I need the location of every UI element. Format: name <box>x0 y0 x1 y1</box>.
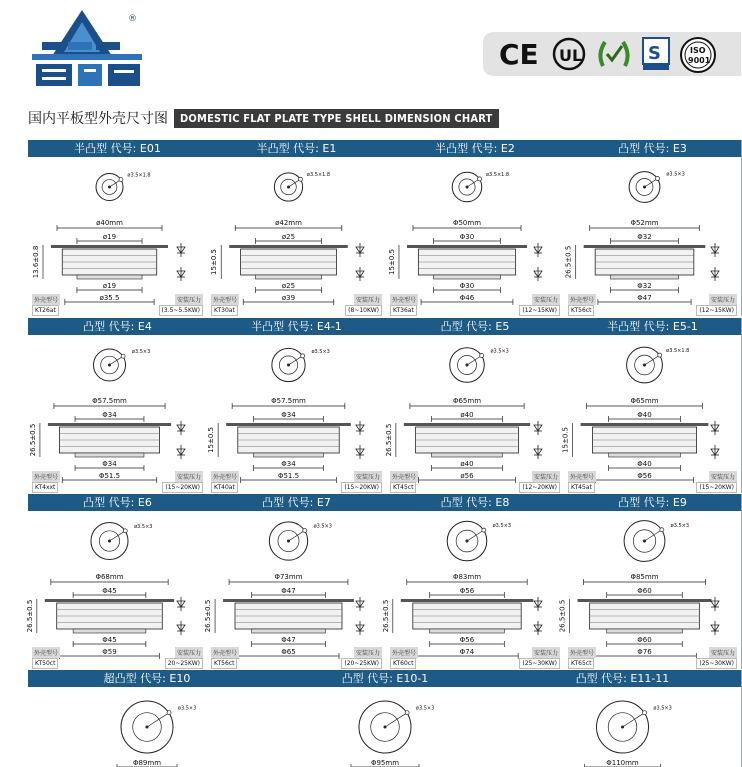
bottom-diameter-label: Φ30 <box>459 282 475 290</box>
base-diameter-label: Φ56 <box>637 472 652 480</box>
center-point <box>643 540 646 543</box>
height-label: 26.5±0.5 <box>381 599 390 633</box>
power-value: (12~15KW) <box>519 305 560 316</box>
outer-diameter-label: ø42mm <box>275 219 302 227</box>
gate-hole-label: ø3.5×1.8 <box>485 171 510 178</box>
model-label: 外壳型号 <box>568 294 596 305</box>
base-diameter-label: Φ51.5 <box>277 472 300 480</box>
cell-header: 凸型 代号: E5 <box>386 318 564 335</box>
shell-cell <box>564 140 742 316</box>
gate-hole <box>478 177 482 181</box>
power-label: 安装压力 <box>354 471 382 482</box>
shell-cell <box>207 140 387 316</box>
gate-hole-label: ø3.5×3 <box>490 348 509 355</box>
height-label: 15±0.5 <box>387 249 396 275</box>
cell-header: 凸型 代号: E11-11 <box>504 670 741 687</box>
flange <box>407 245 527 248</box>
base-diameter-label: Φ46 <box>459 294 475 302</box>
power-value: (15~20KW) <box>341 482 382 493</box>
cell-header: 凸型 代号: E8 <box>386 494 564 511</box>
center-point <box>108 364 111 367</box>
gate-hole <box>643 711 647 715</box>
power-value: (20~25KW) <box>341 658 382 669</box>
center-point <box>621 726 624 729</box>
height-label: 13.6±0.8 <box>32 245 40 279</box>
gate-hole <box>303 528 307 532</box>
height-label: 15±0.5 <box>207 427 216 453</box>
flange <box>584 245 706 248</box>
cell-header: 凸型 代号: E7 <box>207 494 386 511</box>
outer-diameter-label: Φ89mm <box>132 759 162 767</box>
bottom-pole <box>73 629 146 633</box>
bottom-diameter-label: ø19 <box>102 282 117 290</box>
power-label: 安装压力 <box>709 647 737 658</box>
model-value: KT4xxt <box>32 482 58 493</box>
model-value: KT60ct <box>390 658 416 669</box>
gate-hole <box>405 711 409 715</box>
gate-hole <box>299 177 303 181</box>
shell-drawing <box>386 157 564 316</box>
shell-drawing <box>266 687 504 767</box>
gate-hole-label: ø3.5×1.8 <box>306 172 331 179</box>
top-diameter-label: Φ32 <box>637 233 652 241</box>
flange <box>401 599 533 602</box>
gate-hole-label: ø3.5×3 <box>134 523 153 530</box>
model-value: KT56ct <box>211 658 237 669</box>
center-point <box>146 726 149 729</box>
power-value: (8~10KW) <box>345 305 382 316</box>
shell-drawing <box>28 157 207 316</box>
gate-hole-label: ø3.5×3 <box>177 705 197 712</box>
power-label: 安装压力 <box>354 647 382 658</box>
gate-hole <box>658 353 662 357</box>
shell-drawing <box>504 687 741 767</box>
gate-hole-label: ø3.5×3 <box>313 523 332 530</box>
power-label: 安装压力 <box>354 294 382 305</box>
cqc-mark-icon <box>641 36 671 72</box>
gate-hole-label: ø3.5×3 <box>670 522 690 529</box>
gate-hole <box>119 178 123 182</box>
base-diameter-label: Φ51.5 <box>98 472 121 480</box>
shell-drawing <box>207 335 386 493</box>
gate-hole <box>480 353 484 357</box>
flange <box>404 423 530 426</box>
power-value: (12~20KW) <box>519 482 560 493</box>
outer-diameter-label: Φ83mm <box>452 573 482 581</box>
top-diameter-label: Φ56 <box>459 587 475 595</box>
svg-text:ISO: ISO <box>690 46 706 55</box>
bottom-pole <box>77 275 142 279</box>
power-label: 安装压力 <box>175 471 203 482</box>
base-diameter-label: Φ59 <box>102 648 117 656</box>
outer-diameter-label: Φ85mm <box>630 573 659 581</box>
top-diameter-label: Φ47 <box>281 587 296 595</box>
power-label: 安装压力 <box>709 294 737 305</box>
shell-drawing <box>204 511 386 669</box>
model-value: KT26at <box>32 305 59 316</box>
flange <box>51 245 168 248</box>
top-diameter-label: Φ45 <box>102 587 117 595</box>
center-point <box>643 186 646 189</box>
top-diameter-label: ø25 <box>281 233 296 241</box>
bottom-pole <box>609 453 681 457</box>
power-label: 安装压力 <box>175 294 203 305</box>
model-label: 外壳型号 <box>211 471 239 482</box>
height-label: 15±0.5 <box>561 427 570 453</box>
shell-cell <box>386 140 565 316</box>
power-value: (15~20KW) <box>696 482 737 493</box>
shell-cell <box>558 494 742 669</box>
top-diameter-label: ø19 <box>102 233 117 241</box>
outer-diameter-label: Φ95mm <box>370 759 400 767</box>
outer-diameter-label: Φ73mm <box>274 573 303 581</box>
cell-header: 半凸型 代号: E5-1 <box>564 318 741 335</box>
shell-drawing <box>28 687 266 767</box>
center-point <box>287 364 290 367</box>
gate-hole-label: ø3.5×3 <box>653 705 672 712</box>
bottom-diameter-label: Φ45 <box>102 636 117 644</box>
bottom-diameter-label: Φ34 <box>281 460 296 468</box>
power-value: (25~30KW) <box>519 658 560 669</box>
shell-drawing <box>25 511 207 669</box>
model-value: KT50ct <box>32 658 58 669</box>
bottom-pole <box>252 629 326 633</box>
center-point <box>287 540 290 543</box>
model-value: KT45at <box>568 482 595 493</box>
top-diameter-label: ø40 <box>460 411 474 419</box>
model-label: 外壳型号 <box>32 471 60 482</box>
shell-cell <box>28 318 208 493</box>
power-label: 安装压力 <box>532 647 560 658</box>
model-label: 外壳型号 <box>568 647 596 658</box>
cell-header: 凸型 代号: E6 <box>28 494 207 511</box>
power-label: 安装压力 <box>709 471 737 482</box>
shell-cell <box>204 494 387 669</box>
ccc-wreath-icon <box>595 36 633 72</box>
shell-drawing <box>28 335 207 493</box>
bottom-pole <box>75 453 144 457</box>
power-value: (12~15KW) <box>696 305 737 316</box>
ul-mark-icon <box>551 36 587 72</box>
gate-hole <box>656 177 660 181</box>
bottom-pole <box>611 275 679 279</box>
model-label: 外壳型号 <box>390 294 418 305</box>
cell-header: 半凸型 代号: E4-1 <box>207 318 386 335</box>
shell-drawing <box>386 335 564 493</box>
cell-header: 超凸型 代号: E10 <box>28 670 266 687</box>
model-value: KT36at <box>390 305 417 316</box>
model-label: 外壳型号 <box>390 471 418 482</box>
shell-drawing <box>381 511 564 669</box>
gate-hole-label: ø3.5×3 <box>415 705 435 712</box>
shell-cell <box>386 318 565 493</box>
gate-hole <box>301 354 305 358</box>
bottom-pole <box>433 275 500 279</box>
cell-header: 半凸型 代号: E01 <box>28 140 207 157</box>
power-value: (15~20KW) <box>162 482 203 493</box>
center-point <box>466 364 469 367</box>
flange <box>223 599 354 602</box>
model-label: 外壳型号 <box>211 294 239 305</box>
outer-diameter-label: Φ50mm <box>452 219 482 227</box>
shell-cell <box>207 318 387 493</box>
gate-hole <box>167 711 171 715</box>
gate-hole-label: ø3.5×1.8 <box>127 172 151 179</box>
cell-header: 凸型 代号: E4 <box>28 318 207 335</box>
outer-diameter-label: ø40mm <box>96 219 123 227</box>
bottom-pole <box>254 453 324 457</box>
model-label: 外壳型号 <box>32 647 60 658</box>
gate-hole-label: ø3.5×3 <box>131 349 151 356</box>
shell-drawing <box>207 157 386 316</box>
certification-bar <box>483 32 741 76</box>
top-diameter-label: Φ30 <box>459 233 475 241</box>
gate-hole <box>121 354 125 358</box>
outer-diameter-label: Φ57.5mm <box>92 397 127 405</box>
model-label: 外壳型号 <box>32 294 60 305</box>
height-label: 15±0.5 <box>210 249 219 275</box>
model-value: KT56ct <box>568 305 594 316</box>
power-value: (3.5~5.5KW) <box>159 305 203 316</box>
center-point <box>287 186 290 189</box>
model-label: 外壳型号 <box>211 647 239 658</box>
bottom-diameter-label: Φ40 <box>637 460 652 468</box>
bottom-diameter-label: ø40 <box>460 460 474 468</box>
flange <box>226 423 351 426</box>
shell-cell <box>266 670 505 767</box>
height-label: 26.5±0.5 <box>204 599 213 633</box>
height-label: 26.5±0.5 <box>25 599 34 633</box>
outer-diameter-label: Φ65mm <box>452 397 482 405</box>
cell-header: 半凸型 代号: E2 <box>386 140 564 157</box>
base-diameter-label: Φ47 <box>637 294 652 302</box>
flange <box>578 599 712 602</box>
shell-drawing <box>561 335 741 493</box>
chart-title <box>28 107 499 129</box>
bottom-diameter-label: ø25 <box>281 282 296 290</box>
gate-hole <box>482 528 486 532</box>
shell-cell <box>28 670 267 767</box>
registered-mark: ® <box>128 14 137 24</box>
power-label: 安装压力 <box>532 471 560 482</box>
center-point <box>643 364 646 367</box>
power-label: 安装压力 <box>532 294 560 305</box>
top-diameter-label: Φ60 <box>637 587 652 595</box>
iso-9001-icon <box>679 36 717 74</box>
height-label: 26.5±0.5 <box>564 245 573 279</box>
svg-text:S: S <box>648 43 661 64</box>
flange <box>581 423 709 426</box>
gate-hole-label: ø3.5×3 <box>492 523 512 530</box>
outer-diameter-label: Φ110mm <box>606 759 639 767</box>
shell-cell <box>28 140 208 316</box>
shell-cell <box>381 494 565 669</box>
gate-hole-label: ø3.5×1.8 <box>666 348 690 355</box>
shell-cell <box>561 318 742 493</box>
height-label: 26.5±0.5 <box>384 423 393 457</box>
model-label: 外壳型号 <box>390 647 418 658</box>
title-chinese: 国内平板型外壳尺寸图 <box>28 111 168 127</box>
gate-hole <box>660 528 664 532</box>
base-diameter-label: ø39 <box>281 294 296 302</box>
model-value: KT45ct <box>390 482 416 493</box>
top-diameter-label: Φ34 <box>281 411 296 419</box>
outer-diameter-label: Φ52mm <box>630 219 659 227</box>
svg-text:CE: CE <box>499 38 539 71</box>
cell-header: 凸型 代号: E9 <box>564 494 741 511</box>
base-diameter-label: Φ65 <box>281 648 296 656</box>
base-diameter-label: Φ74 <box>459 648 475 656</box>
center-point <box>384 726 387 729</box>
svg-text:9001: 9001 <box>688 56 711 65</box>
outer-diameter-label: Φ57.5mm <box>271 397 306 405</box>
center-point <box>466 540 469 543</box>
shell-cell <box>25 494 208 669</box>
bottom-diameter-label: Φ56 <box>459 636 475 644</box>
model-value: KT30at <box>211 305 238 316</box>
power-label: 安装压力 <box>175 647 203 658</box>
cell-header: 凸型 代号: E10-1 <box>266 670 504 687</box>
height-label: 26.5±0.5 <box>558 599 567 633</box>
model-value: KT65ct <box>568 658 594 669</box>
top-diameter-label: Φ34 <box>102 411 117 419</box>
shell-drawing <box>558 511 741 669</box>
bottom-pole <box>607 629 683 633</box>
bottom-diameter-label: Φ34 <box>102 460 117 468</box>
outer-diameter-label: Φ68mm <box>95 573 124 581</box>
bottom-diameter-label: Φ60 <box>637 636 652 644</box>
model-value: KT40at <box>211 482 238 493</box>
bottom-pole <box>430 629 505 633</box>
height-label: 26.5±0.5 <box>28 423 37 457</box>
shell-cell <box>504 670 742 767</box>
bottom-diameter-label: Φ32 <box>637 282 652 290</box>
cell-header: 半凸型 代号: E1 <box>207 140 386 157</box>
base-diameter-label: ø56 <box>460 472 474 480</box>
bottom-diameter-label: Φ47 <box>281 636 296 644</box>
bottom-pole <box>255 275 321 279</box>
svg-text:UL: UL <box>559 46 583 65</box>
center-point <box>108 186 111 189</box>
gate-hole <box>123 529 127 533</box>
base-diameter-label: ø35.5 <box>99 294 120 302</box>
gate-hole-label: ø3.5×3 <box>666 171 685 178</box>
outer-diameter-label: Φ65mm <box>630 397 659 405</box>
center-point <box>466 186 469 189</box>
bottom-pole <box>432 453 503 457</box>
ce-mark-icon <box>497 36 539 72</box>
title-english: DOMESTIC FLAT PLATE TYPE SHELL DIMENSION CHART <box>174 109 499 128</box>
flange <box>45 599 174 602</box>
cell-header: 凸型 代号: E3 <box>564 140 741 157</box>
gate-hole-label: ø3.5×3 <box>311 348 330 355</box>
center-point <box>108 540 111 543</box>
top-diameter-label: Φ40 <box>637 411 652 419</box>
power-value: 20~25KW) <box>165 658 203 669</box>
shell-drawing <box>564 157 741 316</box>
model-label: 外壳型号 <box>568 471 596 482</box>
base-diameter-label: Φ76 <box>637 648 652 656</box>
flange <box>48 423 171 426</box>
flange <box>229 245 348 248</box>
power-value: (25~30KW) <box>696 658 737 669</box>
